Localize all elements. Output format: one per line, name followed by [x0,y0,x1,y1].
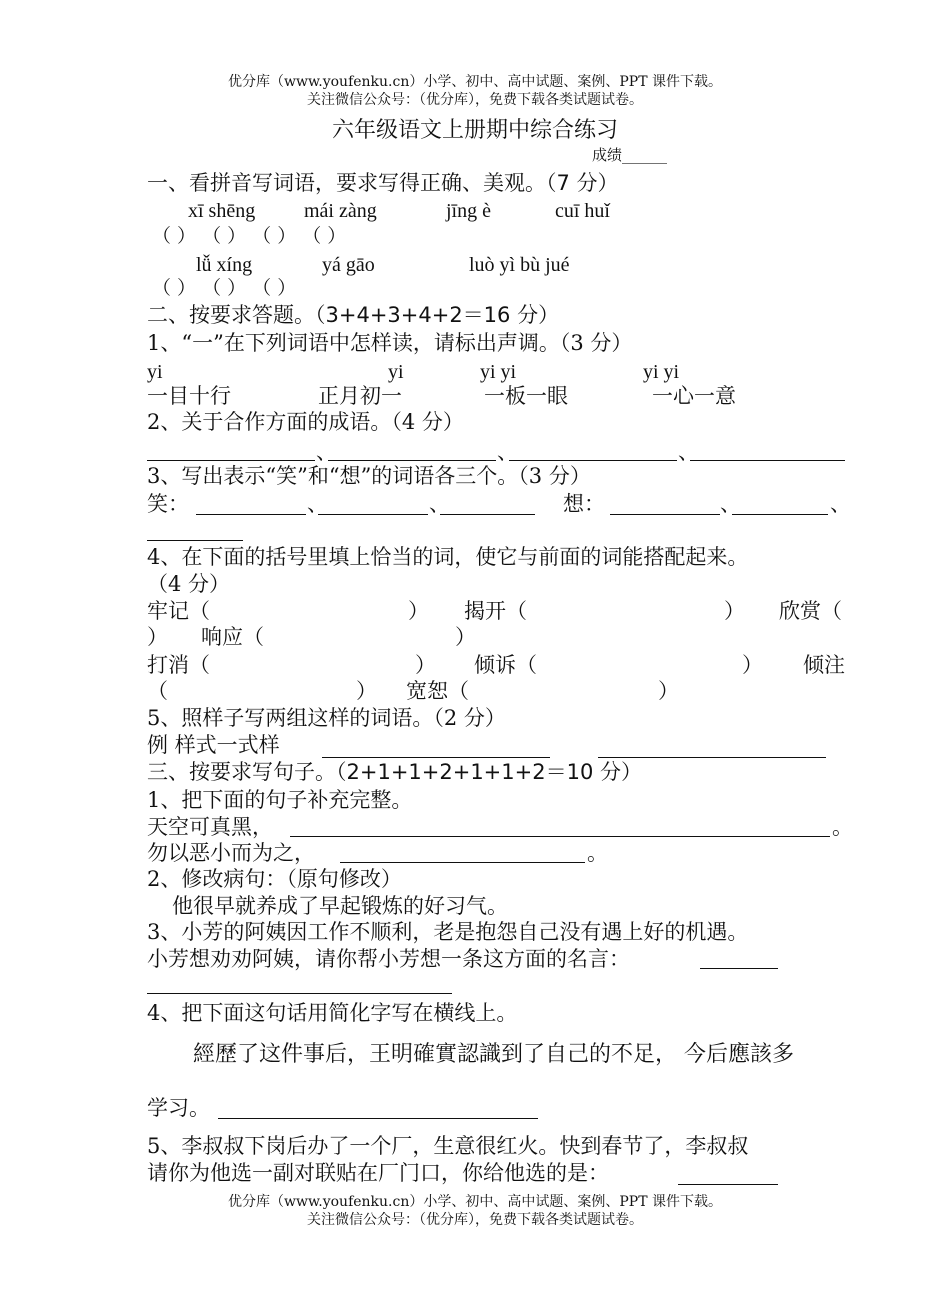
separator: 、 [830,492,851,516]
question-3-3: 3、小芳的阿姨因工作不顺利，老是抱怨自己没有遇上好的机遇。 [147,920,749,944]
pinyin-4: cuī huǐ [555,200,610,222]
traditional-sentence: 經歷了这件事后，王明確實認識到了自己的不足， 今后應該多 [193,1042,794,1067]
question-3-1: 1、把下面的句子补充完整。 [147,788,413,812]
yi-pinyin-3: yi yi [480,361,517,383]
paren-open: （ [147,679,168,703]
answer-line[interactable] [700,968,778,969]
example-word: 例 样式一式样 [147,733,280,757]
header-line-1: 优分库（www.youfenku.cn）小学、初中、高中试题、案例、PPT 课件下载。 [227,74,722,90]
section-2-heading: 二、按要求答题。（3+4+3+4+2＝16 分） [147,303,560,327]
question-3-4: 4、把下面这句话用简化字写在横线上。 [147,1001,518,1025]
faulty-sentence: 他很早就养成了早起锻炼的好习气。 [172,894,508,918]
answer-line[interactable] [290,836,830,837]
paren-close: ） [356,679,377,703]
word-3: 一板一眼 [484,384,568,408]
score-label: 成绩______ [592,146,668,164]
separator: 、 [307,492,328,516]
sentence-tiankong: 天空可真黑， [147,815,273,839]
paren-close: ） [408,599,429,623]
word-2: 正月初一 [318,384,402,408]
collocation-xinshang: 欣赏（ [779,599,842,623]
collocation-xiangying: 响应（ [201,625,264,649]
answer-parens-row-1[interactable]: （ ） （ ） （ ） （ ） [152,225,347,247]
question-2-5: 5、照样子写两组这样的词语。（2 分） [147,706,506,730]
answer-line[interactable] [147,540,243,541]
answer-line[interactable] [690,460,845,461]
answer-line[interactable] [610,514,720,515]
answer-parens-row-2[interactable]: （ ） （ ） （ ） [152,277,297,299]
word-4: 一心一意 [652,384,736,408]
pinyin-5: lǚ xíng [196,254,253,276]
paren-close: ） [415,653,436,677]
separator: 、 [497,440,518,464]
separator: 、 [316,440,337,464]
header-line-2: 关注微信公众号：（优分库），免费下载各类试题试卷。 [307,92,643,108]
answer-line[interactable] [598,757,826,758]
pinyin-1: xī shēng [188,200,256,222]
footer-line-1: 优分库（www.youfenku.cn）小学、初中、高中试题、案例、PPT 课件下载。 [227,1194,722,1210]
paren-close: ） [455,625,476,649]
answer-line[interactable] [440,514,535,515]
question-2-4: 4、在下面的括号里填上恰当的词，使它与前面的词能搭配起来。 [147,545,749,569]
separator: 、 [678,440,699,464]
period: 。 [832,815,853,839]
paren-close: ） [742,653,763,677]
answer-line[interactable] [509,460,677,461]
question-3-5: 5、李叔叔下岗后办了一个厂，生意很红火。快到春节了，李叔叔 [147,1134,749,1158]
collocation-qingsu: 倾诉（ [474,653,537,677]
pinyin-3: jīng è [446,200,491,222]
question-3-3-prompt: 小芳想劝劝阿姨，请你帮小芳想一条这方面的名言： [147,947,630,971]
answer-line[interactable] [340,862,585,863]
traditional-sentence-end: 学习。 [147,1096,210,1120]
answer-line[interactable] [678,1184,778,1185]
xiao-label: 笑： [147,492,189,516]
question-2-1: 1、“一”在下列词语中怎样读，请标出声调。（3 分） [147,331,633,355]
pinyin-2: mái zàng [304,200,377,222]
pinyin-6: yá gāo [322,254,375,276]
section-1-heading: 一、看拼音写词语，要求写得正确、美观。（7 分） [147,171,619,195]
question-3-5-prompt: 请你为他选一副对联贴在厂门口，你给他选的是： [147,1161,609,1185]
page-title: 六年级语文上册期中综合练习 [331,118,618,143]
answer-line[interactable] [328,460,496,461]
yi-pinyin-4: yi yi [643,361,680,383]
xiang-label: 想： [563,492,605,516]
question-2-4-score: （4 分） [147,572,231,596]
paren-close: ） [658,679,679,703]
answer-line[interactable] [147,993,452,994]
separator: 、 [429,492,450,516]
period: 。 [587,841,608,865]
answer-line[interactable] [147,460,315,461]
paren-close: ） [724,599,745,623]
pinyin-7: luò yì bù jué [469,254,570,276]
question-2-3: 3、写出表示“笑”和“想”的词语各三个。（3 分） [147,464,591,488]
yi-pinyin-2: yi [388,361,404,383]
footer-line-2: 关注微信公众号：（优分库），免费下载各类试题试卷。 [307,1212,643,1228]
question-3-2: 2、修改病句：（原句修改） [147,867,402,891]
yi-pinyin-1: yi [147,361,163,383]
question-2-2: 2、关于合作方面的成语。（4 分） [147,410,464,434]
answer-line[interactable] [196,514,306,515]
collocation-qingzhu: 倾注 [803,653,845,677]
answer-line[interactable] [322,757,550,758]
section-3-heading: 三、按要求写句子。（2+1+1+2+1+1+2＝10 分） [147,760,642,784]
collocation-jiekai: 揭开（ [464,599,527,623]
collocation-kuanshu: 宽恕（ [406,679,469,703]
answer-line[interactable] [218,1118,538,1119]
separator: 、 [720,492,741,516]
collocation-laoji: 牢记（ [147,599,210,623]
answer-line[interactable] [318,514,428,515]
collocation-daxiao: 打消（ [147,653,210,677]
word-1: 一目十行 [147,384,231,408]
answer-line[interactable] [732,514,828,515]
paren-close: ） [147,625,168,649]
sentence-wuyi: 勿以恶小而为之， [147,841,315,865]
